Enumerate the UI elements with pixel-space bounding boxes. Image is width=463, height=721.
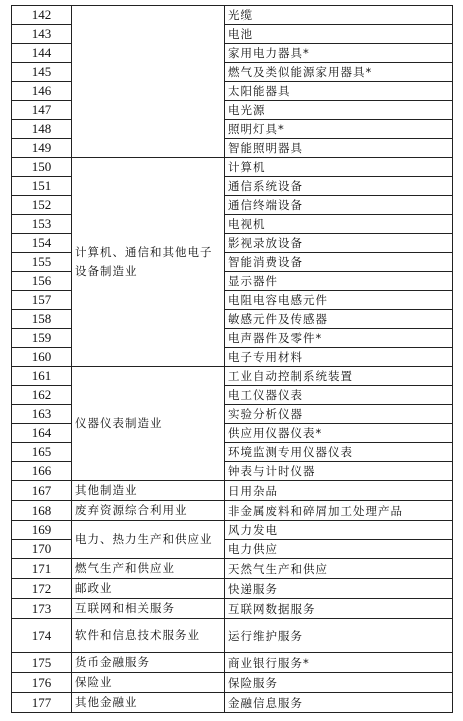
row-number: 143 <box>12 25 72 44</box>
product-cell: 电声器件及零件* <box>225 329 453 348</box>
row-number: 149 <box>12 139 72 158</box>
row-number: 148 <box>12 120 72 139</box>
row-number: 174 <box>12 619 72 653</box>
table-row <box>12 521 453 540</box>
product-cell: 太阳能器具 <box>225 82 453 101</box>
industry-cell: 互联网和相关服务 <box>72 599 225 619</box>
product-cell: 电工仪器仪表 <box>225 386 453 405</box>
product-cell: 电视机 <box>225 215 453 234</box>
product-cell: 商业银行服务* <box>225 653 453 673</box>
row-number: 144 <box>12 44 72 63</box>
table-row <box>12 599 453 619</box>
row-number: 171 <box>12 559 72 579</box>
industry-cell: 货币金融服务 <box>72 653 225 673</box>
row-number: 173 <box>12 599 72 619</box>
row-number: 161 <box>12 367 72 386</box>
product-cell: 非金属废料和碎屑加工处理产品 <box>225 501 453 521</box>
row-number: 169 <box>12 521 72 540</box>
industry-cell-empty <box>72 6 225 158</box>
product-cell: 环境监测专用仪器仪表 <box>225 443 453 462</box>
product-cell: 运行维护服务 <box>225 619 453 653</box>
row-number: 151 <box>12 177 72 196</box>
row-number: 158 <box>12 310 72 329</box>
row-number: 167 <box>12 481 72 501</box>
product-cell: 电池 <box>225 25 453 44</box>
row-number: 166 <box>12 462 72 481</box>
industry-cell: 计算机、通信和其他电子设备制造业 <box>72 158 225 367</box>
row-number: 156 <box>12 272 72 291</box>
product-cell: 智能照明器具 <box>225 139 453 158</box>
product-cell: 实验分析仪器 <box>225 405 453 424</box>
industry-cell: 废弃资源综合利用业 <box>72 501 225 521</box>
row-number: 175 <box>12 653 72 673</box>
row-number: 145 <box>12 63 72 82</box>
row-number: 146 <box>12 82 72 101</box>
product-cell: 日用杂品 <box>225 481 453 501</box>
table-row <box>12 501 453 521</box>
row-number: 177 <box>12 693 72 713</box>
product-cell: 计算机 <box>225 158 453 177</box>
industry-cell: 仪器仪表制造业 <box>72 367 225 481</box>
industry-cell: 邮政业 <box>72 579 225 599</box>
product-cell: 风力发电 <box>225 521 453 540</box>
product-cell: 显示器件 <box>225 272 453 291</box>
product-cell: 智能消费设备 <box>225 253 453 272</box>
table-row <box>12 673 453 693</box>
table-row <box>12 481 453 501</box>
industry-cell: 燃气生产和供应业 <box>72 559 225 579</box>
row-number: 164 <box>12 424 72 443</box>
product-cell: 通信终端设备 <box>225 196 453 215</box>
row-number: 155 <box>12 253 72 272</box>
table-row <box>12 693 453 713</box>
product-cell: 电力供应 <box>225 540 453 559</box>
product-cell: 照明灯具* <box>225 120 453 139</box>
product-cell: 保险服务 <box>225 673 453 693</box>
table-row <box>12 367 453 386</box>
row-number: 170 <box>12 540 72 559</box>
product-cell: 钟表与计时仪器 <box>225 462 453 481</box>
row-number: 150 <box>12 158 72 177</box>
product-cell: 通信系统设备 <box>225 177 453 196</box>
row-number: 152 <box>12 196 72 215</box>
industry-cell: 软件和信息技术服务业 <box>72 619 225 653</box>
row-number: 172 <box>12 579 72 599</box>
product-cell: 电光源 <box>225 101 453 120</box>
row-number: 142 <box>12 6 72 25</box>
table-row <box>12 653 453 673</box>
industry-cell: 电力、热力生产和供应业 <box>72 521 225 559</box>
table-row <box>12 579 453 599</box>
row-number: 159 <box>12 329 72 348</box>
table-row <box>12 6 453 25</box>
industry-cell: 其他金融业 <box>72 693 225 713</box>
product-cell: 电阻电容电感元件 <box>225 291 453 310</box>
row-number: 147 <box>12 101 72 120</box>
table-row <box>12 619 453 653</box>
product-cell: 敏感元件及传感器 <box>225 310 453 329</box>
product-cell: 燃气及类似能源家用器具* <box>225 63 453 82</box>
row-number: 162 <box>12 386 72 405</box>
row-number: 153 <box>12 215 72 234</box>
table-row <box>12 158 453 177</box>
row-number: 160 <box>12 348 72 367</box>
row-number: 163 <box>12 405 72 424</box>
product-cell: 影视录放设备 <box>225 234 453 253</box>
product-cell: 金融信息服务 <box>225 693 453 713</box>
product-cell: 快递服务 <box>225 579 453 599</box>
table-row <box>12 559 453 579</box>
row-number: 165 <box>12 443 72 462</box>
product-cell: 供应用仪器仪表* <box>225 424 453 443</box>
industry-product-table <box>11 5 453 713</box>
industry-cell: 保险业 <box>72 673 225 693</box>
row-number: 157 <box>12 291 72 310</box>
product-cell: 家用电力器具* <box>225 44 453 63</box>
industry-cell: 其他制造业 <box>72 481 225 501</box>
row-number: 168 <box>12 501 72 521</box>
product-cell: 电子专用材料 <box>225 348 453 367</box>
product-cell: 互联网数据服务 <box>225 599 453 619</box>
product-cell: 天然气生产和供应 <box>225 559 453 579</box>
product-cell: 光缆 <box>225 6 453 25</box>
row-number: 176 <box>12 673 72 693</box>
row-number: 154 <box>12 234 72 253</box>
product-cell: 工业自动控制系统装置 <box>225 367 453 386</box>
